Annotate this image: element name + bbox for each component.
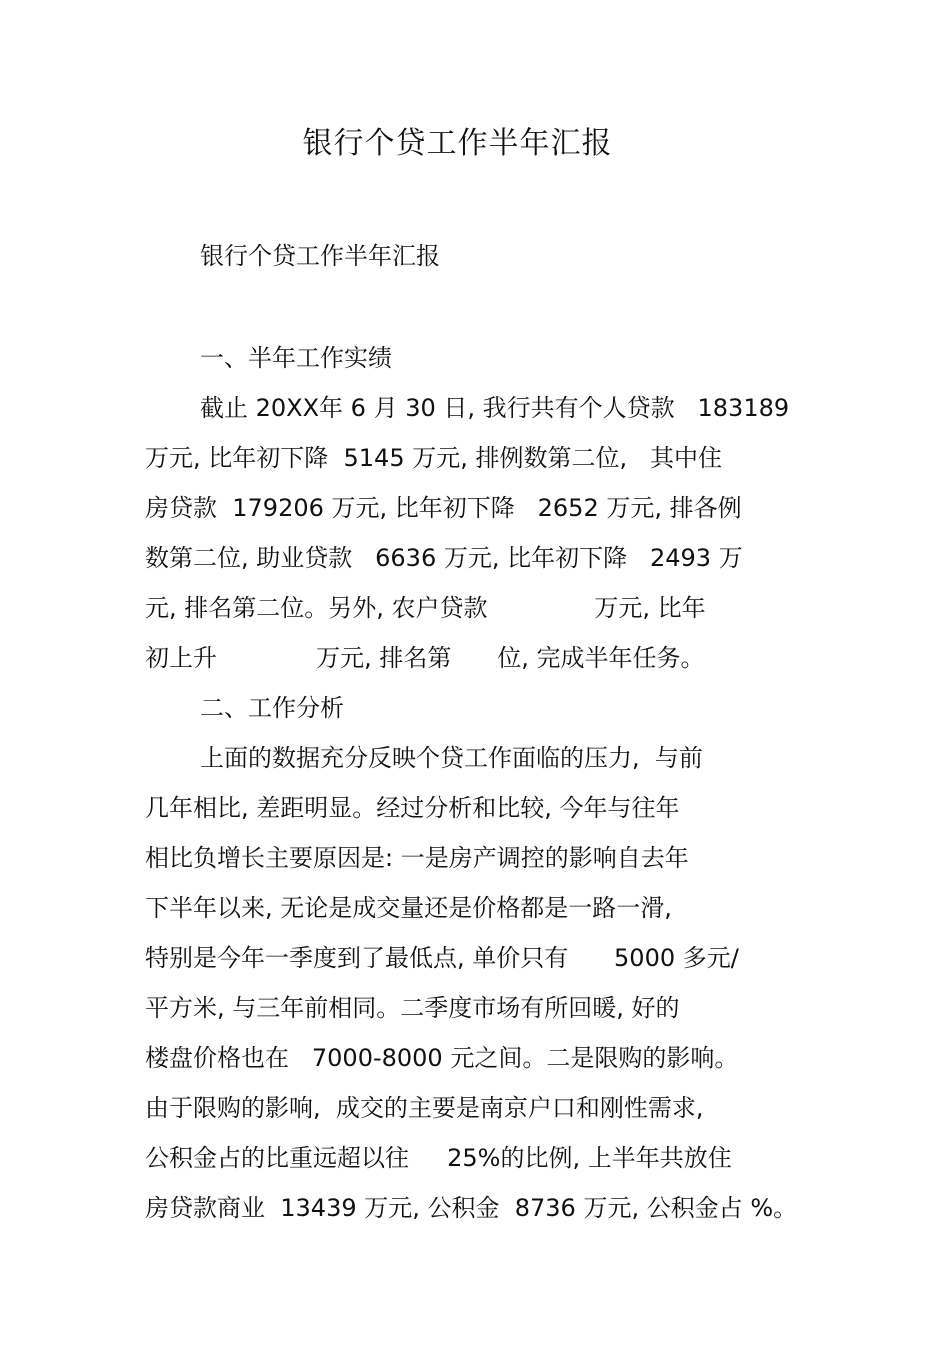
paragraph-line: 万元, 比年初下降 5145 万元, 排例数第二位, 其中住 <box>145 444 722 472</box>
paragraph-line: 楼盘价格也在 7000-8000 元之间。二是限购的影响。 <box>145 1044 739 1072</box>
paragraph-line: 公积金占的比重远超以往 25%的比例, 上半年共放住 <box>145 1144 732 1172</box>
section-heading-2: 二、工作分析 <box>200 694 344 722</box>
section-heading-1: 一、半年工作实绩 <box>200 344 392 372</box>
paragraph-line: 元, 排名第二位。另外, 农户贷款 万元, 比年 <box>145 594 706 622</box>
paragraph-line: 初上升 万元, 排名第 位, 完成半年任务。 <box>145 644 705 672</box>
paragraph-line: 下半年以来, 无论是成交量还是价格都是一路一滑, <box>145 894 672 922</box>
paragraph-line: 特别是今年一季度到了最低点, 单价只有 5000 多元/ <box>145 944 739 972</box>
document-title: 银行个贷工作半年汇报 <box>302 126 613 161</box>
document-subtitle: 银行个贷工作半年汇报 <box>200 242 440 270</box>
paragraph-line: 几年相比, 差距明显。经过分析和比较, 今年与往年 <box>145 794 680 822</box>
paragraph-line: 由于限购的影响, 成交的主要是南京户口和刚性需求, <box>145 1094 704 1122</box>
paragraph-line: 平方米, 与三年前相同。二季度市场有所回暖, 好的 <box>145 994 680 1022</box>
paragraph-line: 数第二位, 助业贷款 6636 万元, 比年初下降 2493 万 <box>145 544 743 572</box>
paragraph-line: 相比负增长主要原因是: 一是房产调控的影响自去年 <box>145 844 689 872</box>
paragraph-line: 上面的数据充分反映个贷工作面临的压力, 与前 <box>200 744 703 772</box>
paragraph-line: 房贷款商业 13439 万元, 公积金 8736 万元, 公积金占 %。 <box>145 1194 798 1222</box>
paragraph-line: 房贷款 179206 万元, 比年初下降 2652 万元, 排各例 <box>145 494 742 522</box>
paragraph-line: 截止 20XX年 6 月 30 日, 我行共有个人贷款 183189 <box>200 394 790 422</box>
